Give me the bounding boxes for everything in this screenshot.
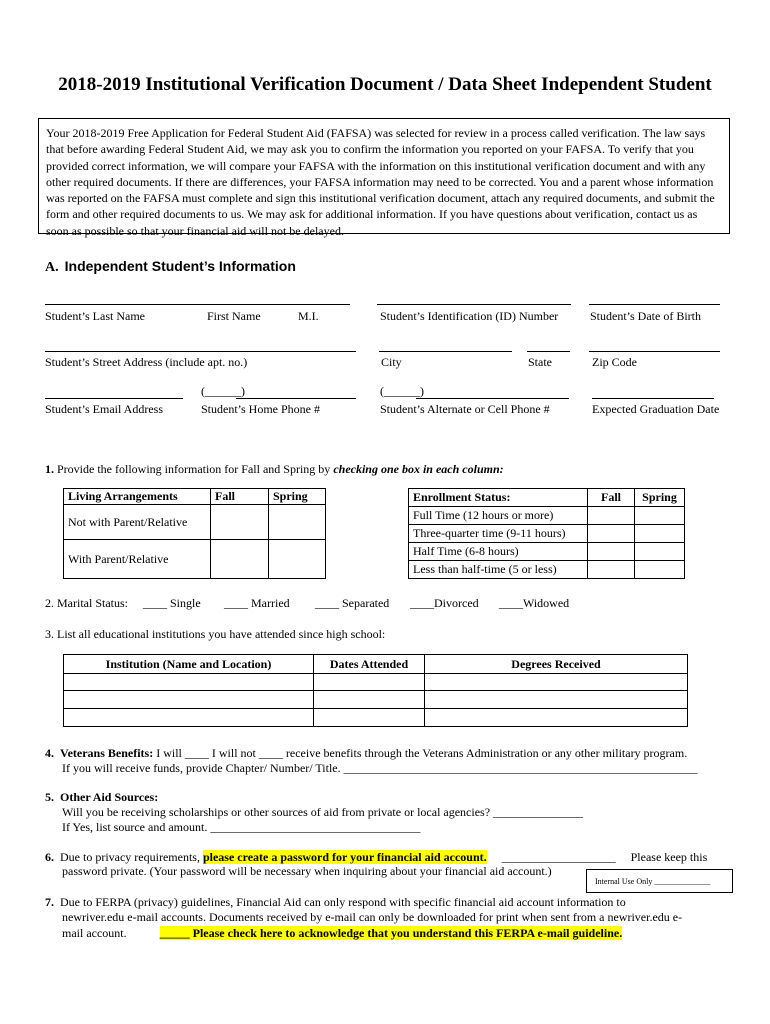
table-row (64, 691, 688, 709)
living-option-label: Not with Parent/Relative (64, 505, 211, 540)
q7-line2: newriver.edu e-mail accounts. Documents received by e-mail can only be downloaded for print when sent from a newriver.edu e- (62, 910, 683, 924)
dates-cell[interactable] (314, 691, 425, 709)
q1-emphasis: checking one box in each column: (333, 462, 504, 476)
section-a-letter: A. (45, 260, 59, 275)
student-id-label: Student’s Identification (ID) Number (380, 309, 559, 323)
grad-date-label: Expected Graduation Date (592, 402, 720, 416)
email-line[interactable] (45, 398, 183, 399)
enrollment-spring-checkbox[interactable] (635, 561, 685, 579)
q1-number: 1. (45, 462, 54, 476)
institutions-table (63, 654, 688, 727)
q6-post: Please keep this (630, 850, 708, 864)
q6-line2: password private. (Your password will be necessary when inquiring about your financial aid account.) (62, 864, 552, 878)
state-label: State (528, 355, 552, 369)
first-name-label: First Name (207, 309, 261, 323)
email-label: Student’s Email Address (45, 402, 163, 416)
q6-highlight: please create a password for your financial aid account. (202, 850, 487, 864)
living-arrangements-table (63, 488, 326, 579)
dob-label: Student’s Date of Birth (590, 309, 701, 323)
enrollment-header: Enrollment Status: (409, 489, 588, 507)
cell-phone-area: (______) (380, 384, 424, 398)
q7-text: Due to FERPA (privacy) guidelines, Financial Aid can only respond with specific financial aid account information to (60, 895, 626, 909)
q6-pre: Due to privacy requirements, (60, 850, 200, 864)
q5-heading (45, 790, 158, 805)
living-fall-header: Fall (211, 489, 269, 505)
table-row (64, 674, 688, 691)
page-title: 2018-2019 Institutional Verification Document / Data Sheet Independent Student (58, 74, 712, 95)
section-a-heading (45, 258, 296, 276)
table-row (64, 709, 688, 727)
living-spring-checkbox[interactable] (269, 505, 326, 540)
enrollment-fall-header: Fall (588, 489, 635, 507)
enrollment-status-table (408, 488, 685, 579)
last-name-line[interactable] (45, 304, 350, 305)
city-line[interactable] (379, 351, 512, 352)
living-spring-header: Spring (269, 489, 326, 505)
city-label: City (381, 355, 402, 369)
degrees-cell[interactable] (425, 691, 688, 709)
marital-married[interactable]: ____ Married (224, 596, 290, 610)
table-row (64, 489, 326, 505)
degrees-header: Degrees Received (425, 655, 688, 674)
mi-label: M.I. (298, 309, 319, 323)
q4-line1 (45, 746, 687, 761)
q6-line1 (45, 850, 707, 865)
q4-title: Veterans Benefits: (60, 746, 154, 760)
institution-cell[interactable] (64, 674, 314, 691)
cell-phone-line[interactable] (416, 398, 569, 399)
degrees-cell[interactable] (425, 709, 688, 727)
cell-phone-label: Student’s Alternate or Cell Phone # (380, 402, 550, 416)
table-row (409, 489, 685, 507)
q5-number: 5. (45, 790, 54, 804)
table-row (64, 505, 326, 540)
q5-line2[interactable]: If Yes, list source and amount. ___________________________________ (62, 820, 421, 834)
q1-text (45, 462, 504, 477)
home-phone-label: Student’s Home Phone # (201, 402, 320, 416)
table-row (409, 543, 685, 561)
q5-title: Other Aid Sources: (60, 790, 159, 804)
degrees-cell[interactable] (425, 674, 688, 691)
student-id-line[interactable] (377, 304, 571, 305)
ferpa-acknowledge-checkbox[interactable]: _____ Please check here to acknowledge that you understand this FERPA e-mail guideline. (159, 926, 623, 940)
living-fall-checkbox[interactable] (211, 505, 269, 540)
section-a-title: Independent Student’s Information (64, 258, 296, 274)
dates-cell[interactable] (314, 674, 425, 691)
enrollment-spring-header: Spring (635, 489, 685, 507)
last-name-label: Student’s Last Name (45, 309, 145, 323)
home-phone-line[interactable] (236, 398, 356, 399)
dates-cell[interactable] (314, 709, 425, 727)
q7-line3-text: mail account. (62, 926, 127, 940)
q5-line1[interactable]: Will you be receiving scholarships or other sources of aid from private or local agencies? _______________ (62, 805, 584, 819)
marital-separated[interactable]: ____ Separated (315, 596, 390, 610)
marital-widowed[interactable]: ____Widowed (499, 596, 570, 610)
intro-box: Your 2018-2019 Free Application for Federal Student Aid (FAFSA) was selected for review in a process called verification. The law says that before awarding Federal Student Aid, we may ask you to confirm the information you reported on your FAFSA. To verify that you provided correct information, we will compare your FAFSA with the information on this institutional verification document and with any other required documents. If there are differences, your FAFSA information may need to be corrected. You and a parent whose information was reported on the FAFSA must complete and sign this institutional verification document, attach any required documents, and submit the form and other required documents to us. We may ask for additional information. If you have questions about verification, contact us as soon as possible so that your financial aid will not be delayed. (38, 118, 730, 234)
living-option-label: With Parent/Relative (64, 540, 211, 579)
q4-number: 4. (45, 746, 54, 760)
enrollment-option-label: Full Time (12 hours or more) (409, 507, 588, 525)
enrollment-option-label: Half Time (6-8 hours) (409, 543, 588, 561)
home-phone-area: (______) (201, 384, 245, 398)
table-row (409, 561, 685, 579)
enrollment-spring-checkbox[interactable] (635, 525, 685, 543)
enrollment-fall-checkbox[interactable] (588, 507, 635, 525)
street-label: Student’s Street Address (include apt. no.) (45, 355, 248, 369)
enrollment-fall-checkbox[interactable] (588, 561, 635, 579)
dates-header: Dates Attended (314, 655, 425, 674)
institution-cell[interactable] (64, 709, 314, 727)
q6-number: 6. (45, 850, 54, 864)
q7-line3 (62, 926, 622, 941)
q7-number: 7. (45, 895, 54, 909)
marital-single[interactable]: ____ Single (143, 596, 201, 610)
dob-line[interactable] (589, 304, 720, 305)
state-line[interactable] (527, 351, 570, 352)
q4-text: I will ____ I will not ____ receive benefits through the Veterans Administration or any other military program. (153, 746, 688, 760)
table-row (64, 655, 688, 674)
street-line[interactable] (45, 351, 356, 352)
enrollment-option-label: Less than half-time (5 or less) (409, 561, 588, 579)
living-fall-checkbox[interactable] (211, 540, 269, 579)
institution-header: Institution (Name and Location) (64, 655, 314, 674)
internal-use-box: Internal Use Only ______________ (586, 869, 733, 893)
living-header: Living Arrangements (64, 489, 211, 505)
q4-line2[interactable]: If you will receive funds, provide Chapter/ Number/ Title. ___________________________________________________________ (62, 761, 698, 775)
table-row (409, 507, 685, 525)
enrollment-option-label: Three-quarter time (9-11 hours) (409, 525, 588, 543)
q1-body: Provide the following information for Fall and Spring by (54, 462, 334, 476)
institution-cell[interactable] (64, 691, 314, 709)
table-row (64, 540, 326, 579)
enrollment-fall-checkbox[interactable] (588, 543, 635, 561)
enrollment-fall-checkbox[interactable] (588, 525, 635, 543)
living-spring-checkbox[interactable] (269, 540, 326, 579)
password-field[interactable]: ___________________ (501, 850, 616, 864)
marital-divorced[interactable]: ____Divorced (410, 596, 479, 610)
q7-line1 (45, 895, 626, 910)
q3-label: 3. List all educational institutions you have attended since high school: (45, 627, 386, 641)
enrollment-spring-checkbox[interactable] (635, 507, 685, 525)
zip-line[interactable] (589, 351, 720, 352)
enrollment-spring-checkbox[interactable] (635, 543, 685, 561)
q2-label: 2. Marital Status: (45, 596, 128, 610)
zip-label: Zip Code (592, 355, 637, 369)
table-row (409, 525, 685, 543)
grad-date-line[interactable] (592, 398, 714, 399)
